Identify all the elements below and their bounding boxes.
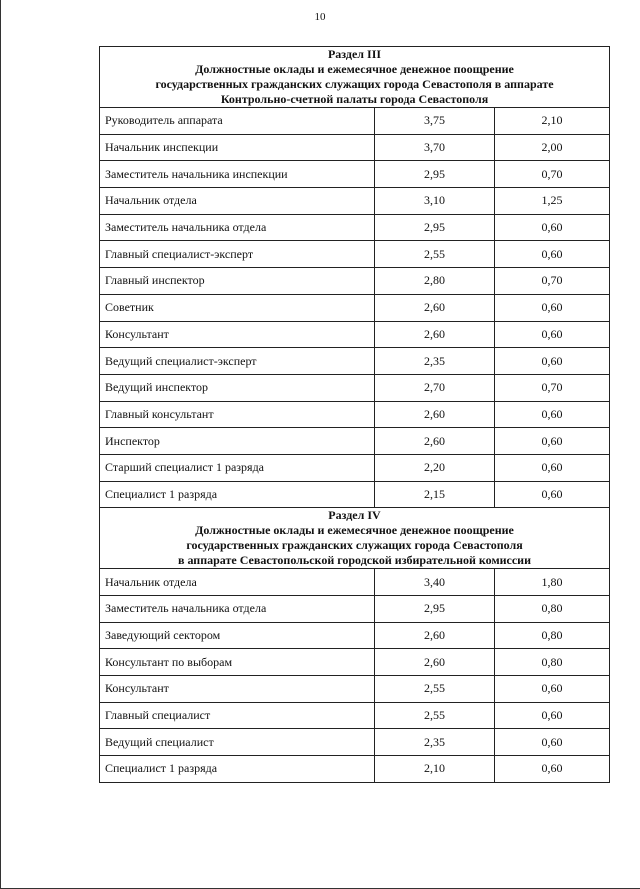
bonus-coefficient: 0,60 [495,454,610,481]
section-subtitle-line: государственных гражданских служащих города Севастополя [186,538,523,553]
salary-coefficient: 2,60 [375,294,495,321]
salary-coefficient: 3,40 [375,569,495,596]
position-name: Ведущий специалист-эксперт [100,348,375,375]
section3-heading [100,47,610,108]
table-row [100,649,610,676]
section4-heading-row [100,508,610,569]
bonus-coefficient: 0,70 [495,268,610,295]
section-subtitle-line: Должностные оклады и ежемесячное денежное поощрение [195,62,514,76]
position-name: Специалист 1 разряда [100,756,375,783]
section-subtitle-line: в аппарате Севастопольской городской избирательной комиссии [177,553,532,568]
table-row [100,108,610,135]
salary-coefficient: 2,60 [375,321,495,348]
salary-coefficient: 3,75 [375,108,495,135]
table-row [100,374,610,401]
table-row [100,401,610,428]
section-subtitle-line: Контрольно-счетной палаты города Севастополя [220,92,489,106]
bonus-coefficient: 0,60 [495,294,610,321]
section4-heading [100,508,610,569]
bonus-coefficient: 0,60 [495,756,610,783]
salary-coefficient: 2,80 [375,268,495,295]
position-name: Главный инспектор [100,268,375,295]
position-name: Заведующий сектором [100,622,375,649]
salary-coefficient: 2,20 [375,454,495,481]
bonus-coefficient: 0,60 [495,676,610,703]
position-name: Заместитель начальника отдела [100,214,375,241]
salary-table [99,46,610,783]
table-row [100,596,610,623]
salary-coefficient: 2,55 [375,676,495,703]
position-name: Начальник отдела [100,569,375,596]
table-row [100,161,610,188]
salary-coefficient: 2,95 [375,214,495,241]
bonus-coefficient: 0,60 [495,321,610,348]
position-name: Инспектор [100,428,375,455]
table-row [100,702,610,729]
section-subtitle-line: Должностные оклады и ежемесячное денежное поощрение [195,523,514,538]
bonus-coefficient: 0,60 [495,729,610,756]
position-name: Консультант по выборам [100,649,375,676]
salary-coefficient: 2,60 [375,649,495,676]
salary-coefficient: 2,55 [375,241,495,268]
bonus-coefficient: 1,80 [495,569,610,596]
salary-coefficient: 2,55 [375,702,495,729]
bonus-coefficient: 0,60 [495,348,610,375]
position-name: Главный специалист-эксперт [100,241,375,268]
table-row [100,756,610,783]
table-row [100,321,610,348]
position-name: Советник [100,294,375,321]
bonus-coefficient: 2,10 [495,108,610,135]
bonus-coefficient: 1,25 [495,188,610,215]
bonus-coefficient: 0,70 [495,161,610,188]
salary-coefficient: 3,70 [375,134,495,161]
bonus-coefficient: 0,70 [495,374,610,401]
table-row [100,134,610,161]
salary-coefficient: 2,70 [375,374,495,401]
section3-heading-row [100,47,610,108]
position-name: Начальник отдела [100,188,375,215]
position-name: Заместитель начальника инспекции [100,161,375,188]
table-row [100,268,610,295]
bonus-coefficient: 0,60 [495,241,610,268]
position-name: Ведущий инспектор [100,374,375,401]
salary-coefficient: 2,10 [375,756,495,783]
salary-coefficient: 2,95 [375,161,495,188]
table-row [100,569,610,596]
table-row [100,294,610,321]
salary-coefficient: 2,60 [375,401,495,428]
bonus-coefficient: 0,60 [495,481,610,508]
table-row [100,729,610,756]
position-name: Руководитель аппарата [100,108,375,135]
table-row [100,348,610,375]
position-name: Заместитель начальника отдела [100,596,375,623]
salary-coefficient: 2,15 [375,481,495,508]
section-title: Раздел III [327,47,382,61]
bonus-coefficient: 0,80 [495,649,610,676]
table-row [100,676,610,703]
scan-left-edge [0,0,1,889]
position-name: Консультант [100,321,375,348]
salary-coefficient: 2,60 [375,428,495,455]
salary-table-body [100,47,610,783]
bonus-coefficient: 2,00 [495,134,610,161]
table-row [100,188,610,215]
salary-coefficient: 2,60 [375,622,495,649]
section-title: Раздел IV [328,508,381,523]
bonus-coefficient: 0,80 [495,596,610,623]
section-subtitle-line: государственных гражданских служащих города Севастополя в аппарате [155,77,554,91]
table-row [100,481,610,508]
position-name: Начальник инспекции [100,134,375,161]
bonus-coefficient: 0,60 [495,401,610,428]
position-name: Консультант [100,676,375,703]
salary-coefficient: 2,35 [375,348,495,375]
table-row [100,622,610,649]
page-number: 10 [314,11,326,23]
bonus-coefficient: 0,60 [495,214,610,241]
table-row [100,214,610,241]
salary-coefficient: 2,35 [375,729,495,756]
position-name: Главный консультант [100,401,375,428]
salary-coefficient: 3,10 [375,188,495,215]
salary-coefficient: 2,95 [375,596,495,623]
bonus-coefficient: 0,80 [495,622,610,649]
position-name: Специалист 1 разряда [100,481,375,508]
bonus-coefficient: 0,60 [495,702,610,729]
bonus-coefficient: 0,60 [495,428,610,455]
position-name: Ведущий специалист [100,729,375,756]
table-row [100,454,610,481]
position-name: Главный специалист [100,702,375,729]
table-row [100,241,610,268]
table-row [100,428,610,455]
position-name: Старший специалист 1 разряда [100,454,375,481]
